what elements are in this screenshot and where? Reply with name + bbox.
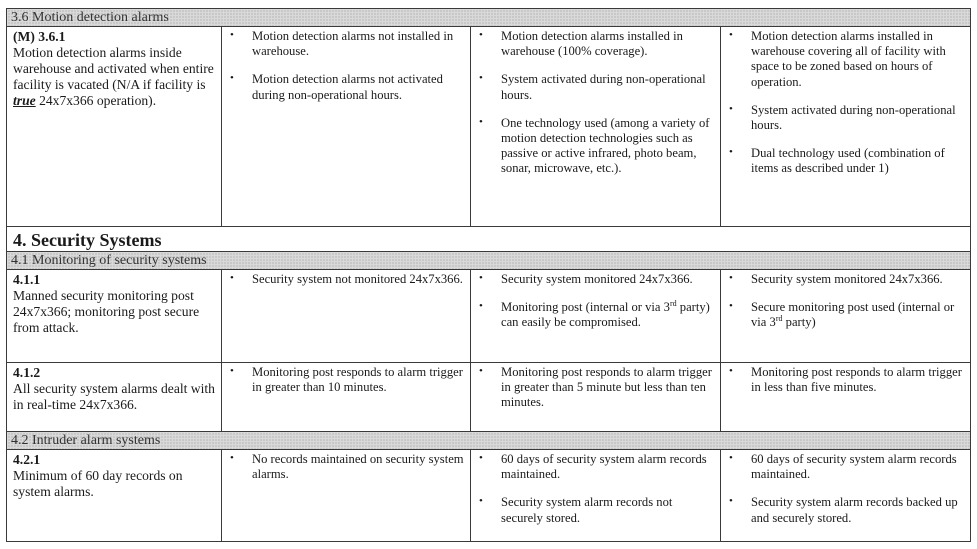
criterion-item: • System activated during non-operational hours. <box>475 72 714 102</box>
criterion-item: • 60 days of security system alarm records maintained. <box>725 452 964 482</box>
criterion-item: • System activated during non-operational hours. <box>725 103 964 133</box>
level-2-cell <box>471 363 721 432</box>
criterion-item: • Security system not monitored 24x7x366. <box>226 272 464 287</box>
criterion-item: • No records maintained on security system alarms. <box>226 452 464 482</box>
level-2-cell <box>471 450 721 542</box>
requirement-text: Minimum of 60 day records on system alarms. <box>13 468 183 499</box>
criterion-item: • Security system monitored 24x7x366. <box>725 272 964 287</box>
criterion-item: • Motion detection alarms not installed in warehouse. <box>226 29 464 59</box>
requirement-4-1-2 <box>7 363 222 432</box>
criterion-item: • Motion detection alarms installed in warehouse covering all of facility with space to be zoned based on hours of operation. <box>725 29 964 90</box>
requirement-code: 4.1.2 <box>13 365 41 380</box>
level-1-cell <box>222 450 471 542</box>
criterion-item: • Secure monitoring post used (internal or via 3rd party) <box>725 300 964 330</box>
criteria-document <box>6 8 970 542</box>
requirement-4-1-1 <box>7 270 222 363</box>
criterion-item: • Security system alarm records not securely stored. <box>475 495 714 525</box>
requirement-code: 4.1.1 <box>13 272 41 287</box>
level-1-cell <box>222 363 471 432</box>
criterion-item: • One technology used (among a variety of motion detection technologies such as passive or active infrared, photo beam, sonar, microwave, etc.). <box>475 116 714 177</box>
level-3-cell <box>721 27 971 227</box>
section-3-6-header: 3.6 Motion detection alarms <box>7 9 971 27</box>
level-1-cell <box>222 270 471 363</box>
criterion-item: • Dual technology used (combination of items as described under 1) <box>725 146 964 176</box>
level-2-cell <box>471 27 721 227</box>
requirement-4-2-1 <box>7 450 222 542</box>
criterion-item: • Motion detection alarms installed in warehouse (100% coverage). <box>475 29 714 59</box>
criterion-item: • Monitoring post responds to alarm trigger in less than five minutes. <box>725 365 964 395</box>
criterion-item: • Motion detection alarms not activated during non-operational hours. <box>226 72 464 102</box>
section-4-2-header: 4.2 Intruder alarm systems <box>7 432 971 450</box>
level-3-cell <box>721 450 971 542</box>
level-2-cell <box>471 270 721 363</box>
criteria-table <box>6 8 971 542</box>
requirement-text: Motion detection alarms inside warehouse and activated when entire facility is vacated (N/A if facility is <box>13 45 214 92</box>
criterion-item: • Security system alarm records backed up and securely stored. <box>725 495 964 525</box>
level-3-cell <box>721 363 971 432</box>
criterion-item: • Monitoring post (internal or via 3rd party) can easily be compromised. <box>475 300 714 330</box>
requirement-emphasis: true <box>13 93 36 108</box>
level-3-cell <box>721 270 971 363</box>
requirement-text: Manned security monitoring post 24x7x366; monitoring post secure from attack. <box>13 288 200 335</box>
requirement-code: 4.2.1 <box>13 452 41 467</box>
level-1-cell <box>222 27 471 227</box>
requirement-text: All security system alarms dealt with in real-time 24x7x366. <box>13 381 215 412</box>
criterion-item: • Monitoring post responds to alarm trigger in greater than 10 minutes. <box>226 365 464 395</box>
requirement-text-end: 24x7x366 operation). <box>35 93 157 108</box>
criterion-item: • Monitoring post responds to alarm trigger in greater than 5 minute but less than ten minutes. <box>475 365 714 411</box>
criterion-item: • 60 days of security system alarm records maintained. <box>475 452 714 482</box>
criterion-item: • Security system monitored 24x7x366. <box>475 272 714 287</box>
section-4-1-header: 4.1 Monitoring of security systems <box>7 252 971 270</box>
requirement-3-6-1 <box>7 27 222 227</box>
section-4-title: 4. Security Systems <box>7 227 971 252</box>
requirement-code: (M) 3.6.1 <box>13 29 66 44</box>
